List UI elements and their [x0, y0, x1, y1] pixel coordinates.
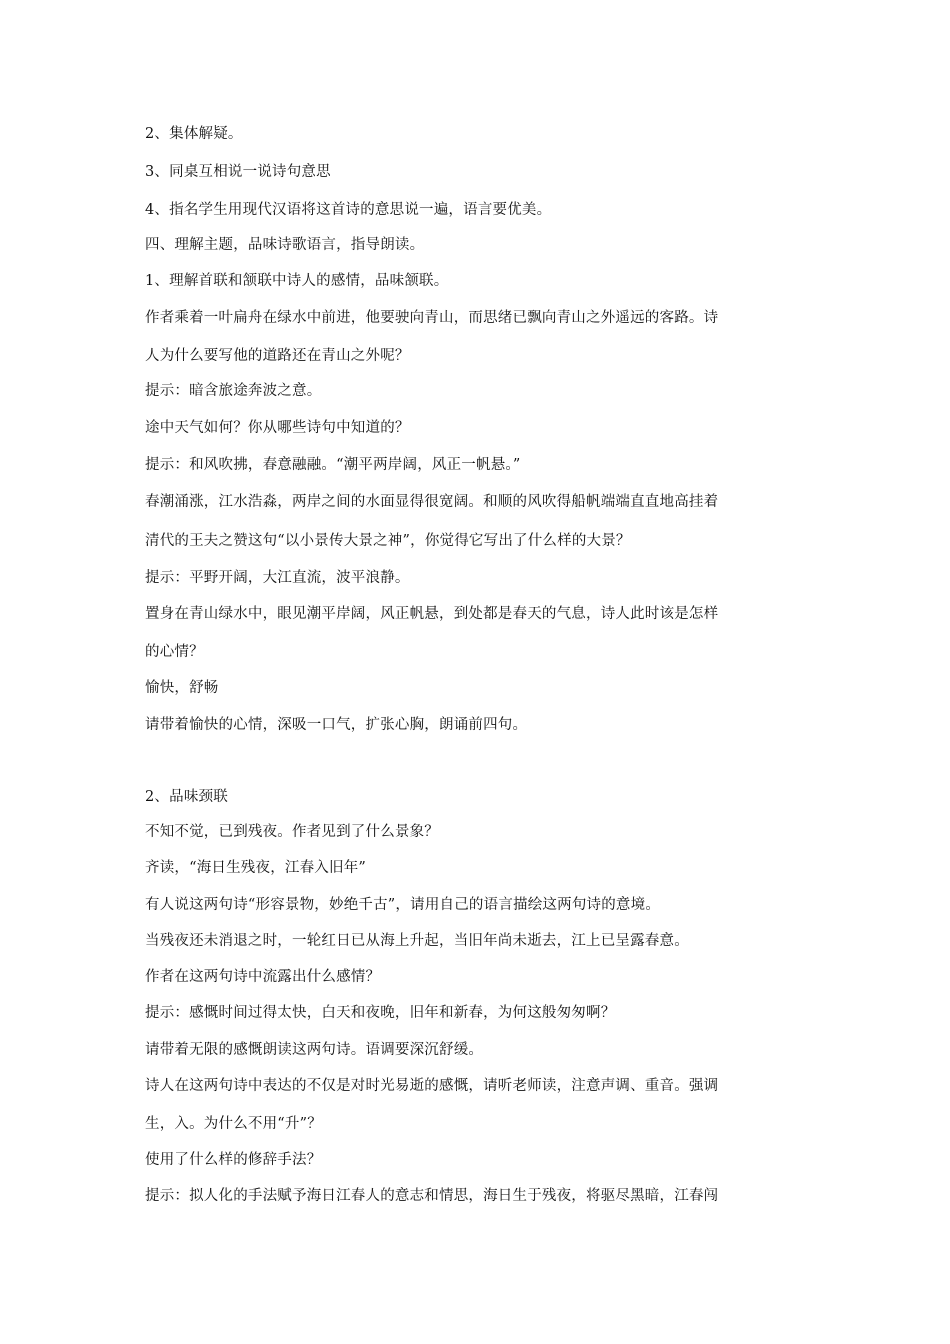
text-line: 作者在这两句诗中流露出什么感情？: [145, 969, 381, 985]
text-line: 提示：暗含旅途奔波之意。: [145, 383, 322, 399]
text-line: 2、集体解疑。: [145, 126, 243, 142]
text-line: 春潮涌涨，江水浩淼，两岸之间的水面显得很宽阔。和顺的风吹得船帆端端直直地高挂着: [145, 494, 719, 510]
text-line: 提示：平野开阔，大江直流，波平浪静。: [145, 570, 410, 586]
text-line: 四、理解主题，品味诗歌语言，指导朗读。: [145, 237, 425, 253]
text-line: 愉快，舒畅: [145, 680, 219, 696]
text-line: 有人说这两句诗“形容景物，妙绝千古”，请用自己的语言描绘这两句诗的意境。: [145, 897, 661, 913]
text-line: 提示：感慨时间过得太快，白天和夜晚，旧年和新春，为何这般匆匆啊？: [145, 1005, 616, 1021]
text-line: 1、理解首联和颔联中诗人的感情，品味颔联。: [145, 273, 449, 289]
text-line: 清代的王夫之赞这句“以小景传大景之神”，你觉得它写出了什么样的大景？: [145, 533, 631, 549]
text-line: 作者乘着一叶扁舟在绿水中前进，他要驶向青山，而思绪已飘向青山之外遥远的客路。诗: [145, 310, 719, 326]
text-line: 途中天气如何？你从哪些诗句中知道的？: [145, 420, 410, 436]
text-line: 不知不觉，已到残夜。作者见到了什么景象？: [145, 824, 439, 840]
text-line: 请带着无限的感慨朗读这两句诗。语调要深沉舒缓。: [145, 1042, 484, 1058]
text-line: 诗人在这两句诗中表达的不仅是对时光易逝的感慨，请听老师读，注意声调、重音。强调: [145, 1078, 719, 1094]
text-line: 置身在青山绿水中，眼见潮平岸阔，风正帆悬，到处都是春天的气息，诗人此时该是怎样: [145, 606, 719, 622]
text-line: 的心情？: [145, 644, 204, 660]
text-line: 3、同桌互相说一说诗句意思: [145, 164, 331, 180]
text-line: 当残夜还未消退之时，一轮红日已从海上升起，当旧年尚未逝去，江上已呈露春意。: [145, 933, 689, 949]
text-line: 齐读，“海日生残夜，江春入旧年”: [145, 860, 367, 876]
text-line: 人为什么要写他的道路还在青山之外呢？: [145, 348, 410, 364]
text-line: 生，入。为什么不用“升”？: [145, 1116, 322, 1132]
text-line: 请带着愉快的心情，深吸一口气，扩张心胸，朗诵前四句。: [145, 717, 528, 733]
text-line: 2、品味颈联: [145, 789, 228, 805]
text-line: 4、指名学生用现代汉语将这首诗的意思说一遍，语言要优美。: [145, 202, 552, 218]
text-line: 使用了什么样的修辞手法？: [145, 1152, 322, 1168]
text-line: 提示：拟人化的手法赋予海日江春人的意志和情思，海日生于残夜，将驱尽黑暗，江春闯: [145, 1188, 719, 1204]
text-line: 提示：和风吹拂，春意融融。“潮平两岸阔，风正一帆悬。”: [145, 457, 521, 473]
